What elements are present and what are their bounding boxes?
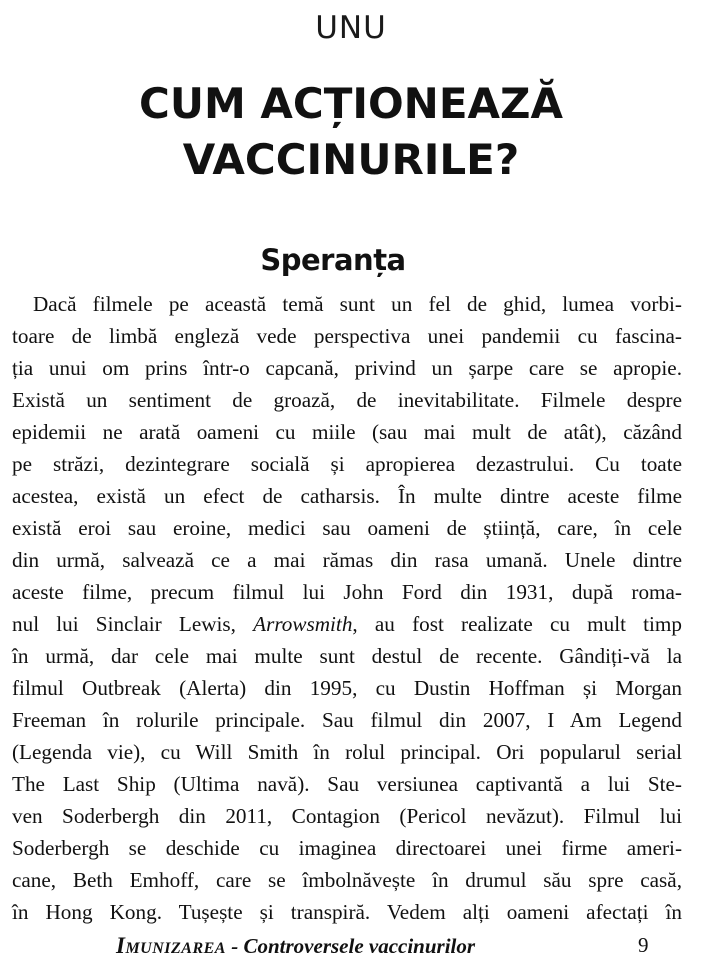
text-line: în urmă, dar cele mai multe sunt destul de recente. Gândiți-vă la [12, 644, 682, 668]
text-line: Există un sentiment de groază, de inevitabilitate. Filmele despre [12, 388, 682, 412]
text-segment: , au fost realizate cu mult timp [352, 612, 682, 636]
running-title [116, 933, 475, 959]
text-line: The Last Ship (Ultima navă). Sau versiunea captivantă a lui Ste- [12, 772, 682, 796]
text-line: acestea, există un efect de catharsis. În multe dintre aceste filme [12, 484, 682, 508]
title-separator: - [225, 934, 244, 958]
text-line: Dacă filmele pe această temă sunt un fel de ghid, lumea vorbi- [33, 292, 682, 316]
chapter-title-line-1: CUM ACȚIONEAZĂ [139, 79, 563, 128]
text-line: Freeman în rolurile principale. Sau filmul din 2007, I Am Legend [12, 708, 682, 732]
text-line: aceste filme, precum filmul lui John Ford din 1931, după roma- [12, 580, 682, 604]
chapter-title-line-2: VACCINURILE? [182, 135, 520, 184]
book-title: Imunizarea [116, 933, 226, 958]
text-segment: nul lui Sinclair Lewis, [12, 612, 254, 636]
page-number: 9 [638, 933, 649, 957]
text-line [12, 608, 682, 640]
chapter-title [0, 76, 702, 188]
text-line: epidemii ne arată oameni cu miile (sau mai mult de atât), căzând [12, 420, 682, 444]
text-line: ția unui om prins într-o capcană, privind un șarpe care se apropie. [12, 356, 682, 380]
text-line: filmul Outbreak (Alerta) din 1995, cu Dustin Hoffman și Morgan [12, 676, 682, 700]
chapter-label: UNU [315, 10, 387, 46]
text-line: există eroi sau eroine, medici sau oameni de știință, care, în cele [12, 516, 682, 540]
book-subtitle: Controversele vaccinurilor [243, 934, 476, 958]
page-footer [0, 931, 702, 965]
text-line: Soderbergh se deschide cu imaginea directoarei unei firme ameri- [12, 836, 682, 860]
section-title: Speranța [260, 243, 406, 277]
text-line: ven Soderbergh din 2011, Contagion (Pericol nevăzut). Filmul lui [12, 804, 682, 828]
book-title-italic: Arrowsmith [253, 612, 353, 636]
text-line: cane, Beth Emhoff, care se îmbolnăvește în drumul său spre casă, [12, 868, 682, 892]
text-line: din urmă, salvează ce a mai rămas din rasa umană. Unele dintre [12, 548, 682, 572]
body-text [12, 288, 682, 928]
text-line: (Legenda vie), cu Will Smith în rolul principal. Ori popularul serial [12, 740, 682, 764]
text-line: pe străzi, dezintegrare socială și apropierea dezastrului. Cu toate [12, 452, 682, 476]
text-line: toare de limbă engleză vede perspectiva unei pandemii cu fascina- [12, 324, 682, 348]
text-line: în Hong Kong. Tușește și transpiră. Vedem alți oameni afectați în [12, 900, 682, 924]
